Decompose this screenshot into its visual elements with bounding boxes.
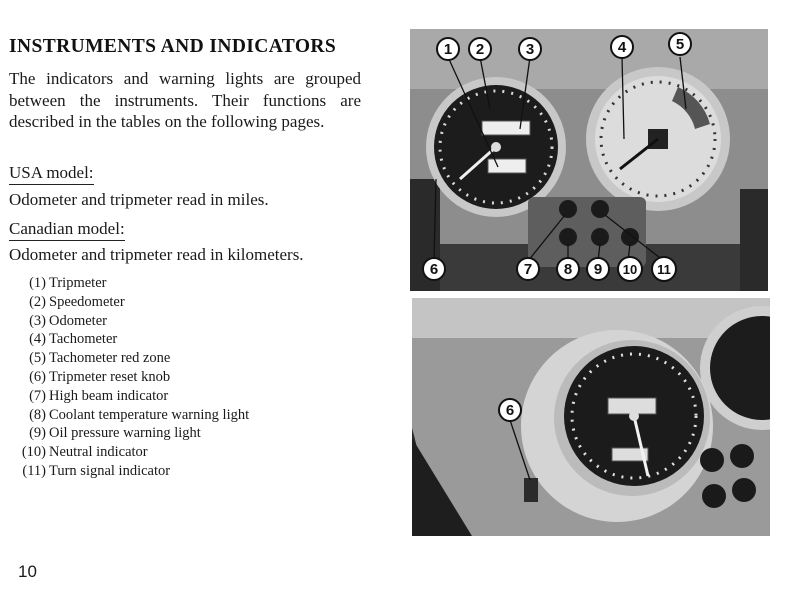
callout-11 [652,257,676,281]
usa-model-label: USA model: [9,163,94,185]
callout-8 [557,258,579,280]
legend-number: (7) [29,387,46,404]
legend-item [14,368,249,387]
instrument-cluster-illustration [410,29,768,291]
canadian-model-label: Canadian model: [9,219,125,241]
legend-number: (2) [29,293,46,310]
svg-text:8: 8 [563,261,573,278]
legend-number: (3) [29,312,46,329]
legend-item [14,312,249,331]
speedometer-closeup-illustration [412,298,770,536]
legend-label: High beam indicator [49,387,169,404]
reset-knob-shape [524,478,538,502]
legend-number: (9) [29,425,46,442]
legend-item [14,406,249,425]
callout-4 [611,36,633,58]
callout-10 [618,257,642,281]
svg-text:5: 5 [675,36,685,53]
legend-label: Odometer [49,312,107,329]
svg-text:4: 4 [617,39,627,56]
svg-text:9: 9 [593,261,603,278]
svg-text:7: 7 [523,261,533,278]
legend-number: (10) [21,444,46,461]
legend-label: Tachometer [49,331,118,348]
legend-number: (1) [29,275,46,291]
callout-5 [669,33,691,55]
legend-number: (5) [29,350,46,367]
instrument-cluster-photo [410,29,768,291]
legend-label: Tripmeter [49,275,107,291]
svg-text:2: 2 [475,41,485,58]
speedometer-gauge-closeup [521,330,713,522]
tripmeter-reset-knob-photo [412,298,770,536]
svg-text:3: 3 [525,41,535,58]
legend-item [14,462,249,481]
legend-item [14,424,249,443]
svg-text:11: 11 [657,262,671,277]
legend-label: Neutral indicator [49,444,148,461]
svg-text:10: 10 [622,262,638,277]
callout-3 [519,38,541,60]
legend-item [14,349,249,368]
usa-model-text: Odometer and tripmeter read in miles. [9,190,269,209]
legend-item [14,387,249,406]
svg-text:6: 6 [429,261,439,278]
callout-6 [423,258,445,280]
legend-label: Tripmeter reset knob [49,368,171,385]
legend-item [14,293,249,312]
callout-9 [587,258,609,280]
legend-number: (4) [29,331,46,348]
legend-label: Coolant temperature warning light [49,406,250,423]
legend-number: (8) [29,406,46,423]
callout-legend [14,274,249,481]
callout-6-bottom [499,399,521,421]
speedometer-gauge [426,77,566,217]
legend-label: Turn signal indicator [49,462,171,479]
legend-item [14,330,249,349]
section-heading: INSTRUMENTS AND INDICATORS [9,36,337,57]
callout-2 [469,38,491,60]
legend-item [14,443,249,462]
intro-paragraph: The indicators and warning lights are grouped between the instruments. Their functions are described in the tables on the following pages. [9,69,361,131]
canadian-model-text: Odometer and tripmeter read in kilometers. [9,245,304,264]
page-number: 10 [18,562,37,581]
legend-label: Tachometer red zone [49,350,171,367]
tachometer-gauge [586,67,730,211]
legend-label: Speedometer [49,293,125,310]
callout-7 [517,258,539,280]
svg-text:1: 1 [443,41,453,58]
legend-number: (11) [22,462,46,479]
legend-item [14,274,249,293]
legend-label: Oil pressure warning light [49,425,201,442]
svg-text:6: 6 [505,402,515,419]
legend-number: (6) [29,368,46,385]
callout-1 [437,38,459,60]
